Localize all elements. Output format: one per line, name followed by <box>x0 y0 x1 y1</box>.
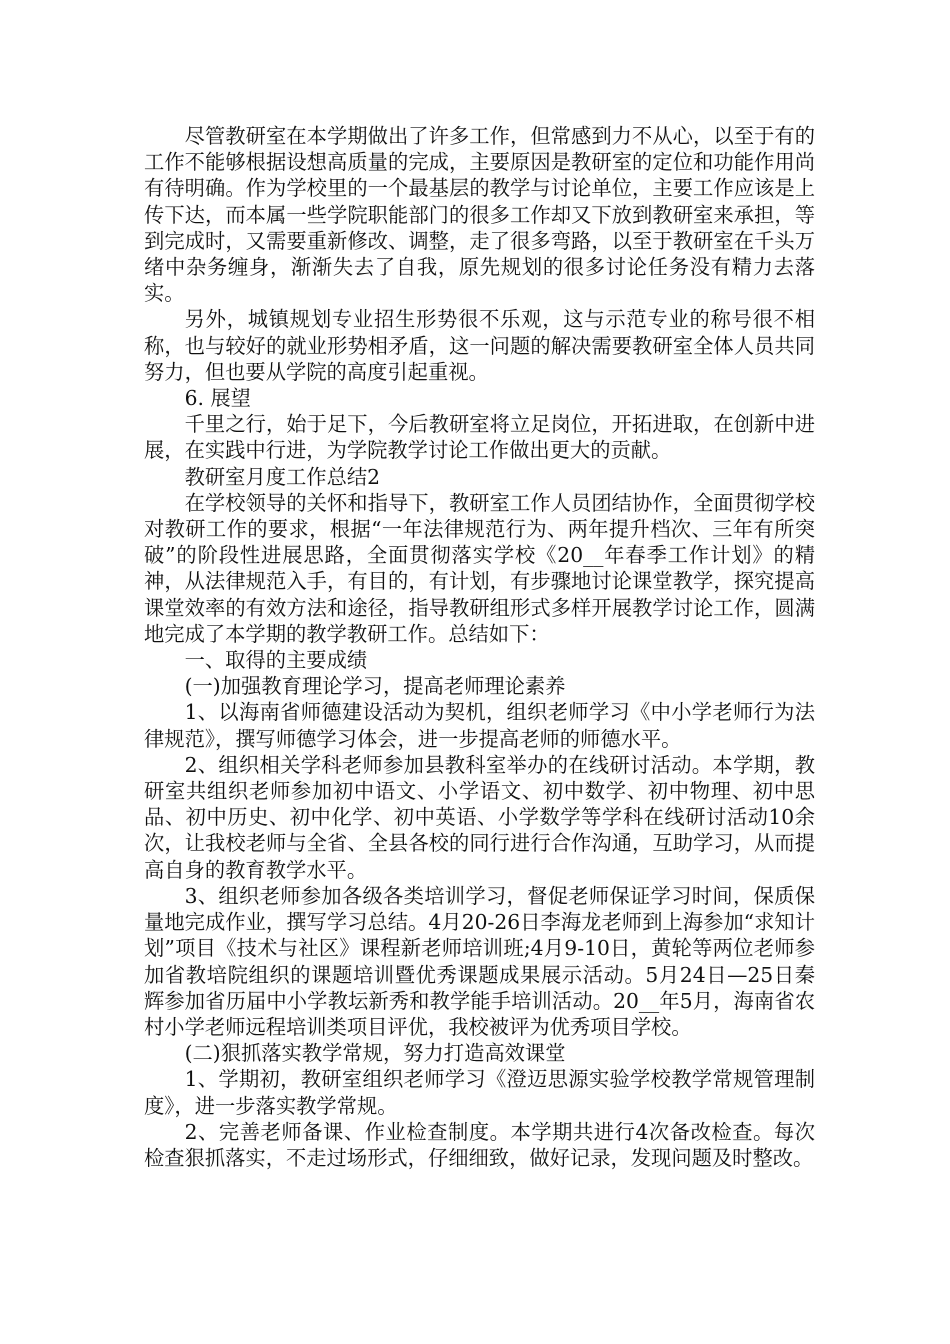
subsection-heading: (一)加强教育理论学习，提高老师理论素养 <box>184 674 566 699</box>
paragraph: 在学校领导的关怀和指导下，教研室工作人员团结协作，全面贯彻学校对教研工作的要求，根据“一年法律规范行为、两年提升档次、三年有所突破”的阶段性进展思路，全面贯彻落实学校《20__年春季工作计划》的精神，从法律规范入手，有目的，有计划，有步骤地讨论课堂教学，探究提高课堂效率的有效方法和途径，指导教研组形式多样开展教学讨论工作，圆满地完成了本学期的教学教研工作。总结如下： <box>144 490 815 646</box>
paragraph: 2、完善老师备课、作业检查制度。本学期共进行4次备改检查。每次检查狠抓落实，不走过场形式，仔细细致，做好记录，发现问题及时整改。 <box>144 1119 815 1170</box>
paragraph: 尽管教研室在本学期做出了许多工作，但常感到力不从心，以至于有的工作不能够根据设想高质量的完成，主要原因是教研室的定位和功能作用尚有待明确。作为学校里的一个最基层的教学与讨论单位，主要工作应该是上传下达，而本属一些学院职能部门的很多工作却又下放到教研室来承担，等到完成时，又需要重新修改、调整，走了很多弯路，以至于教研室在千头万绪中杂务缠身，渐渐失去了自我，原先规划的很多讨论任务没有精力去落实。 <box>144 124 815 306</box>
paragraph: 1、以海南省师德建设活动为契机，组织老师学习《中小学老师行为法律规范》，撰写师德学习体会，进一步提高老师的师德水平。 <box>144 700 815 751</box>
paragraph: 1、学期初，教研室组织老师学习《澄迈思源实验学校教学常规管理制度》，进一步落实教学常规。 <box>144 1067 815 1118</box>
paragraph: 3、组织老师参加各级各类培训学习，督促老师保证学习时间，保质保量地完成作业，撰写学习总结。4月20-26日李海龙老师到上海参加“求知计划”项目《技术与社区》课程新老师培训班;4月9-10日，黄轮等两位老师参加省教培院组织的课题培训暨优秀课题成果展示活动。5月24日—25日秦辉参加省历届中小学教坛新秀和教学能手培训活动。20__年5月，海南省农村小学老师远程培训类项目评优，我校被评为优秀项目学校。 <box>144 883 815 1039</box>
section-heading: 6. 展望 <box>184 386 251 411</box>
section-heading: 一、取得的主要成绩 <box>184 648 368 673</box>
paragraph: 另外，城镇规划专业招生形势很不乐观，这与示范专业的称号很不相称，也与较好的就业形势相矛盾，这一问题的解决需要教研室全体人员共同努力，但也要从学院的高度引起重视。 <box>144 307 815 384</box>
paragraph: 2、组织相关学科老师参加县教科室举办的在线研讨活动。本学期，教研室共组织老师参加初中语文、小学语文、初中数学、初中物理、初中思品、初中历史、初中化学、初中英语、小学数学等学科在线研讨活动10余次，让我校老师与全省、全县各校的同行进行合作沟通，互助学习，从而提高自身的教育教学水平。 <box>144 752 815 882</box>
subsection-heading: (二)狠抓落实教学常规，努力打造高效课堂 <box>184 1041 566 1066</box>
section-heading: 教研室月度工作总结2 <box>184 464 381 489</box>
paragraph: 千里之行，始于足下，今后教研室将立足岗位，开拓进取，在创新中进展，在实践中行进，为学院教学讨论工作做出更大的贡献。 <box>144 412 815 463</box>
document-body <box>144 123 815 1171</box>
